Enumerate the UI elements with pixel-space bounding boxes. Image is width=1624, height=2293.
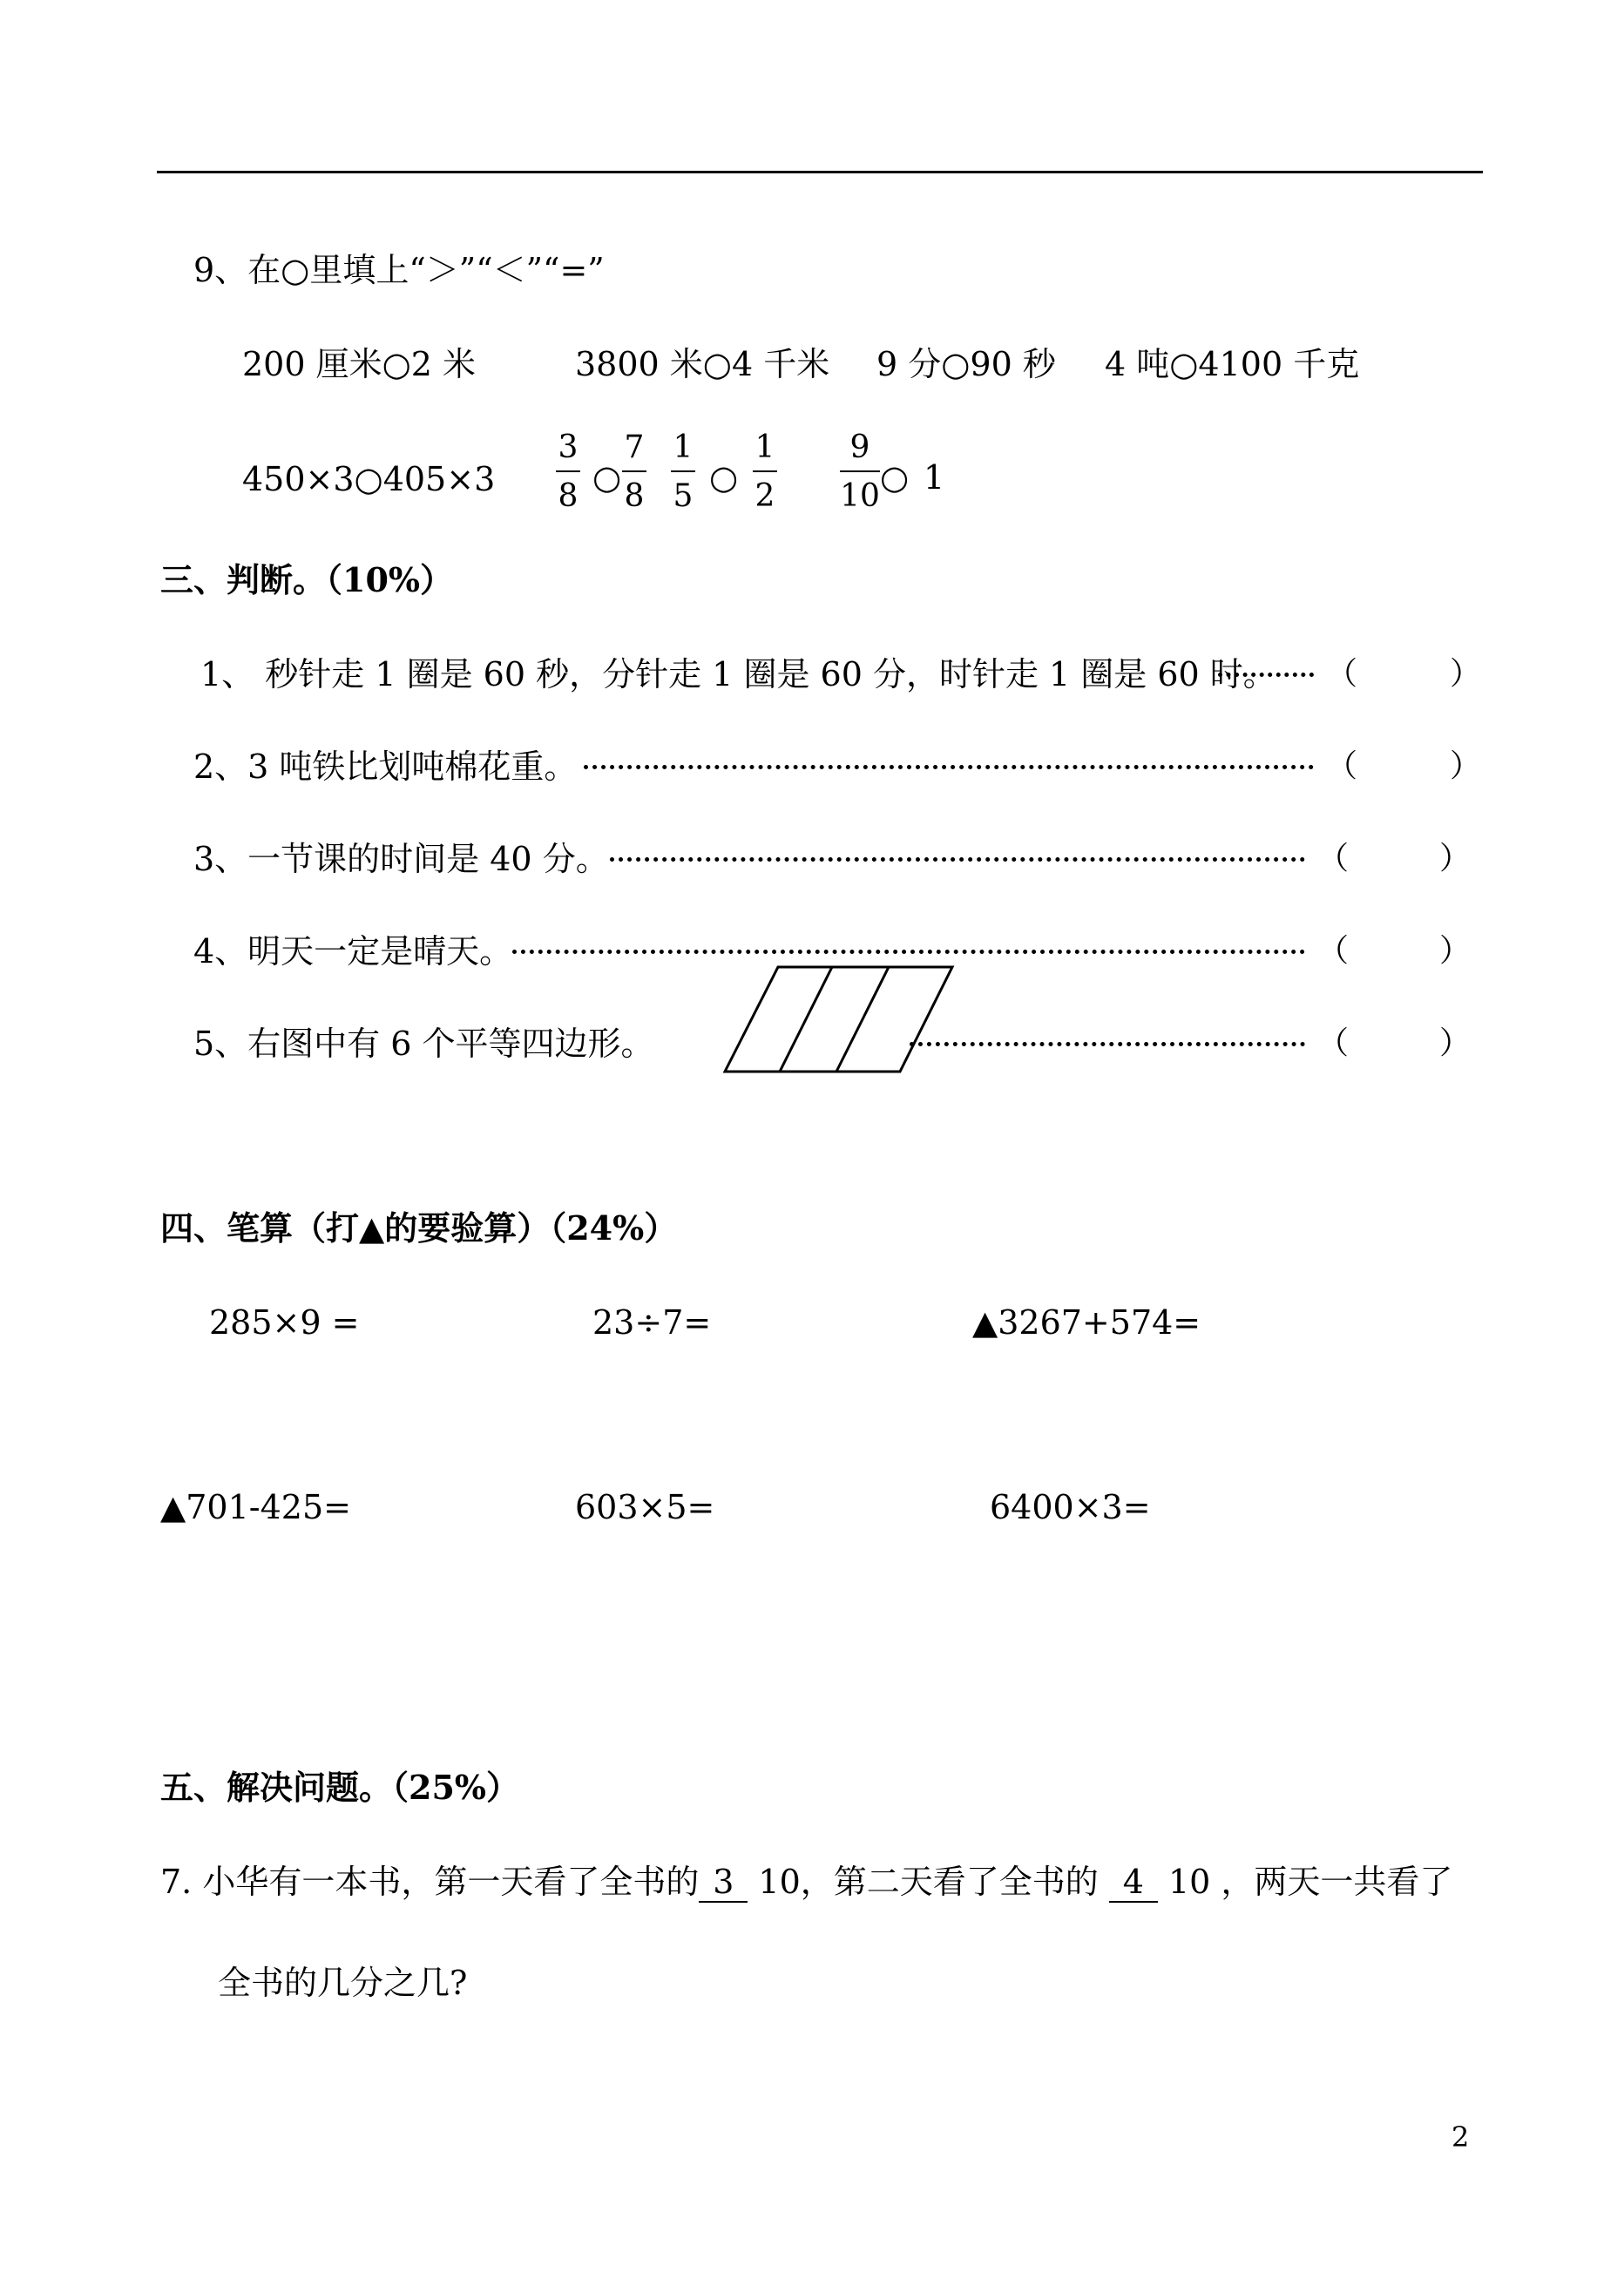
judgement-1-text: 1、 秒针走 1 圈是 60 秒，分针走 1 圈是 60 分，时针走 1 圈是 60 时。	[200, 655, 1276, 693]
q9-title: 9、在○里填上“＞”“＜”“=”	[193, 251, 605, 289]
parallelogram-outline	[725, 967, 952, 1072]
leader-dots	[610, 857, 1305, 862]
number-one: 1	[924, 458, 945, 497]
fraction-bar	[671, 470, 695, 472]
answer-paren-close: ）	[1439, 1025, 1472, 1061]
leader-dots	[1218, 673, 1314, 677]
q9-compare-3: 9 分○90 秒	[876, 345, 1056, 383]
judgement-5-text: 5、右图中有 6 个平等四边形。	[193, 1025, 654, 1063]
compare-circle: ○	[592, 458, 622, 497]
problem-7-text: 10 ，两天一共看了	[1157, 1863, 1453, 1901]
fraction-3-8	[556, 430, 580, 514]
underlined-numerator: 3	[699, 1863, 748, 1903]
compare-circle: ○	[880, 458, 910, 497]
fraction-numerator: 1	[754, 430, 775, 465]
fraction-denominator: 8	[624, 478, 645, 514]
fraction-numerator: 9	[849, 430, 870, 465]
q9-compare-1: 200 厘米○2 米	[242, 345, 477, 383]
fraction-denominator: 10	[840, 478, 880, 514]
section-4-title: 四、笔算（打▲的要验算）（24%）	[160, 1208, 678, 1248]
page-number: 2	[1451, 2121, 1470, 2154]
section-5-title: 五、解决问题。（25%）	[160, 1768, 519, 1807]
answer-paren-open: （	[1317, 933, 1350, 969]
answer-paren-open: （	[1317, 1025, 1350, 1061]
calc-3: ▲3267+574=	[972, 1303, 1201, 1342]
answer-paren-close: ）	[1439, 841, 1472, 876]
problem-7-line-1	[160, 1863, 1452, 1903]
fraction-9-10	[840, 430, 880, 514]
fraction-bar	[840, 470, 880, 472]
leader-dots	[512, 950, 1305, 954]
fraction-bar	[622, 470, 646, 472]
problem-7-line-2: 全书的几分之几?	[218, 1964, 468, 2002]
calc-2: 23÷7=	[592, 1303, 712, 1342]
fraction-1-2	[753, 430, 777, 514]
calc-4: ▲701-425=	[160, 1488, 351, 1526]
problem-7-text: 7. 小华有一本书，第一天看了全书的	[160, 1863, 700, 1901]
parallelogram-divider	[780, 967, 832, 1072]
fraction-denominator: 8	[558, 478, 579, 514]
calc-1: 285×9 =	[209, 1303, 360, 1342]
underlined-numerator: 4	[1109, 1863, 1158, 1903]
answer-paren-close: ）	[1450, 748, 1482, 784]
answer-paren-open: （	[1326, 656, 1358, 692]
compare-circle: ○	[709, 458, 739, 497]
answer-paren-close: ）	[1450, 656, 1482, 692]
judgement-4-text: 4、明天一定是晴天。	[193, 932, 513, 971]
problem-7-text: 10，第二天看了全书的	[748, 1863, 1109, 1901]
q9-compare-5: 450×3○405×3	[242, 460, 496, 498]
judgement-2-text: 2、3 吨铁比划吨棉花重。	[193, 747, 578, 786]
answer-paren-open: （	[1317, 841, 1350, 876]
calc-6: 6400×3=	[990, 1488, 1151, 1526]
judgement-3-text: 3、一节课的时间是 40 分。	[193, 840, 609, 878]
fraction-denominator: 2	[754, 478, 775, 514]
leader-dots	[910, 1042, 1305, 1046]
answer-paren-close: ）	[1439, 933, 1472, 969]
fraction-denominator: 5	[673, 478, 694, 514]
fraction-7-8	[622, 430, 646, 514]
q9-compare-2: 3800 米○4 千米	[575, 345, 830, 383]
fraction-bar	[753, 470, 777, 472]
fraction-numerator: 7	[624, 430, 645, 465]
fraction-numerator: 3	[558, 430, 579, 465]
header-rule	[157, 171, 1483, 173]
fraction-1-5	[671, 430, 695, 514]
parallelogram-figure	[723, 965, 958, 1073]
parallelogram-divider	[836, 967, 889, 1072]
answer-paren-open: （	[1326, 748, 1358, 784]
q9-compare-4: 4 吨○4100 千克	[1105, 345, 1360, 383]
fraction-bar	[556, 470, 580, 472]
section-3-title: 三、判断。（10%）	[160, 560, 453, 599]
fraction-numerator: 1	[673, 430, 694, 465]
leader-dots	[584, 765, 1314, 769]
calc-5: 603×5=	[575, 1488, 715, 1526]
